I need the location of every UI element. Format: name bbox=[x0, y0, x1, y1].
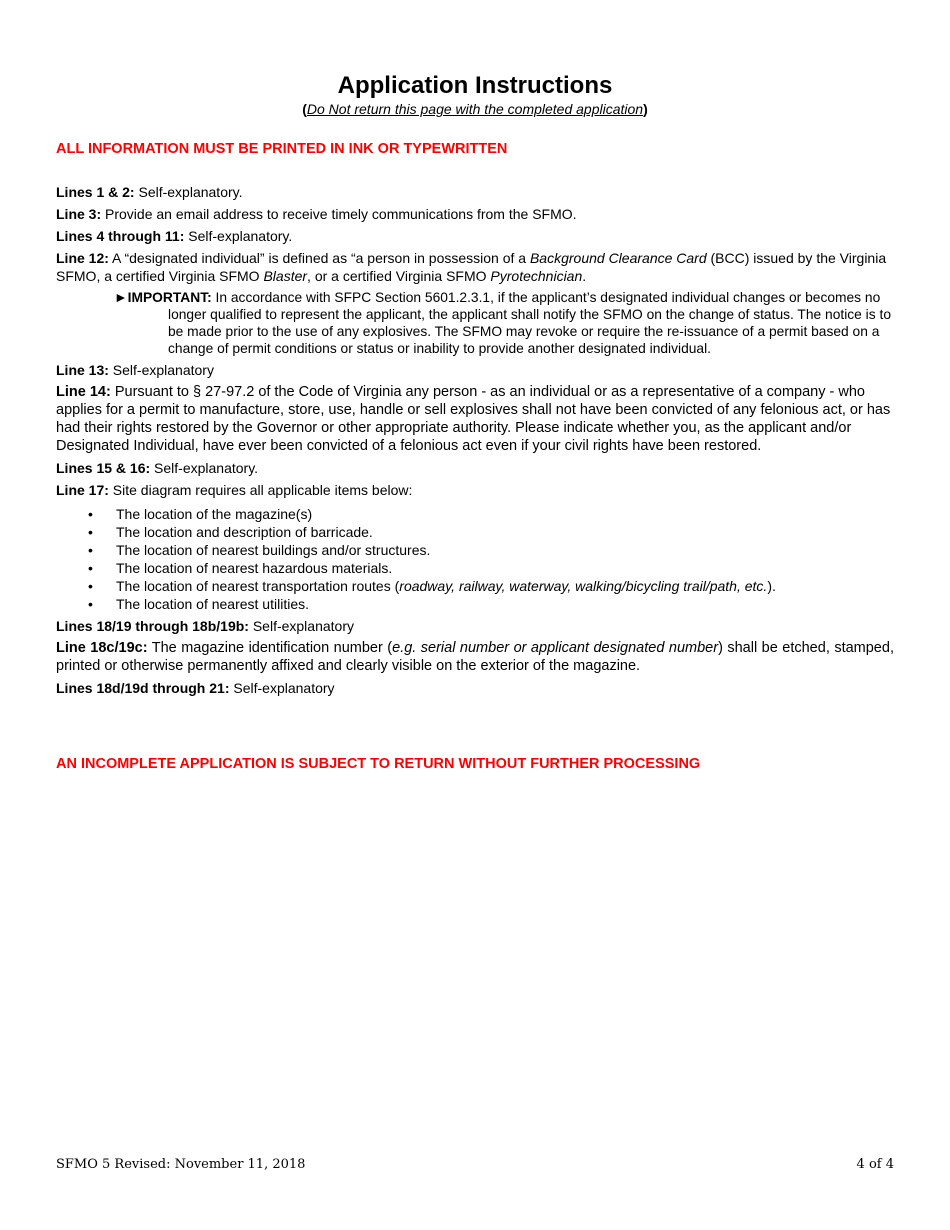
list-item bbox=[56, 577, 894, 595]
list-item-text: The location and description of barricade. bbox=[116, 524, 373, 540]
instruction-line-12 bbox=[56, 249, 894, 285]
instruction-lines-15-16 bbox=[56, 459, 894, 477]
line-text: Self-explanatory. bbox=[154, 460, 259, 476]
page-subtitle bbox=[0, 100, 950, 118]
line-text: Provide an email address to receive timely communications from the SFMO. bbox=[105, 206, 577, 222]
subtitle-text: Do Not return this page with the completed application bbox=[306, 101, 644, 117]
list-item-text: The location of nearest hazardous materials. bbox=[116, 560, 393, 576]
instruction-line-18c-19c bbox=[56, 639, 894, 675]
term-pyrotechnician: Pyrotechnician bbox=[490, 268, 583, 284]
instruction-line-3 bbox=[56, 205, 894, 223]
form-revision: SFMO 5 Revised: November 11, 2018 bbox=[56, 1157, 306, 1172]
line-text: The magazine identification number ( bbox=[151, 640, 393, 656]
line-italic-text: e.g. serial number or applicant designated number bbox=[392, 640, 719, 656]
instruction-lines-18-19 bbox=[56, 617, 894, 635]
line-label: Lines 4 through 11: bbox=[56, 228, 185, 244]
instruction-lines-4-11 bbox=[56, 227, 894, 245]
bullet-icon: • bbox=[88, 506, 93, 522]
list-item-text: The location of nearest transportation routes ( bbox=[116, 578, 400, 594]
instruction-line-14 bbox=[56, 383, 894, 455]
instruction-line-17 bbox=[56, 481, 894, 499]
instruction-line-13 bbox=[56, 361, 894, 379]
list-item bbox=[56, 505, 894, 523]
line-text: , or a certified Virginia SFMO bbox=[307, 268, 487, 284]
notice-incomplete-application: AN INCOMPLETE APPLICATION IS SUBJECT TO RETURN WITHOUT FURTHER PROCESSING bbox=[56, 756, 701, 772]
line-text: Self-explanatory bbox=[233, 680, 335, 696]
instruction-lines-18d-21 bbox=[56, 679, 894, 697]
line-label: Line 17: bbox=[56, 482, 109, 498]
line-text: Self-explanatory. bbox=[188, 228, 293, 244]
important-text: In accordance with SFPC Section 5601.2.3.1, if the applicant’s designated individual changes or becomes no longer qualified to represent the applicant, the applicant shall notify the SFMO on the change of status. The notice is to be made prior to the use of any explosives. The SFMO may revoke or require the re-issuance of a permit based on a change of permit conditions or status or inability to provide another designated individual. bbox=[168, 290, 891, 356]
bullet-icon: • bbox=[88, 560, 93, 576]
important-note bbox=[56, 289, 894, 357]
page-title: Application Instructions bbox=[337, 72, 613, 99]
list-item-text: The location of nearest utilities. bbox=[116, 596, 309, 612]
term-blaster: Blaster bbox=[263, 268, 308, 284]
list-item-text: ). bbox=[767, 578, 776, 594]
list-item bbox=[56, 595, 894, 613]
line-label: Lines 15 & 16: bbox=[56, 460, 151, 476]
line-text: Pursuant to § 27-97.2 of the Code of Virginia any person - as an individual or as a representative of a company - who applies for a permit to manufacture, store, use, handle or sell explosives shall not have been convicted of any felonious act, or has had their rights restored by the Governor or other appropriate authority. Please indicate whether you, as the applicant and/or Designated Individual, have ever been convicted of a felonious act even if your civil rights have been restored. bbox=[56, 384, 891, 454]
list-item-text: The location of nearest buildings and/or structures. bbox=[116, 542, 431, 558]
notice-print-in-ink: ALL INFORMATION MUST BE PRINTED IN INK OR TYPEWRITTEN bbox=[56, 141, 508, 157]
list-item bbox=[56, 559, 894, 577]
line-label: Line 13: bbox=[56, 362, 109, 378]
line-label: Line 12: bbox=[56, 250, 109, 266]
term-background-clearance-card: Background Clearance Card bbox=[529, 250, 707, 266]
bullet-icon: • bbox=[88, 524, 93, 540]
line-label: Lines 18/19 through 18b/19b: bbox=[56, 618, 249, 634]
list-item-italic-text: roadway, railway, waterway, walking/bicycling trail/path, etc. bbox=[399, 578, 768, 594]
line-text: Site diagram requires all applicable items below: bbox=[112, 482, 413, 498]
list-item bbox=[56, 541, 894, 559]
line-text: . bbox=[582, 268, 587, 284]
line-label: Lines 1 & 2: bbox=[56, 184, 135, 200]
line-text: (BCC) issued by the Virginia SFMO, a certified Virginia SFMO bbox=[56, 250, 887, 284]
site-diagram-requirements-list bbox=[56, 505, 894, 613]
line-label: Line 3: bbox=[56, 206, 102, 222]
line-label: Line 14: bbox=[56, 384, 111, 400]
bullet-icon: • bbox=[88, 542, 93, 558]
list-item-text: The location of the magazine(s) bbox=[116, 506, 313, 522]
bullet-icon: • bbox=[88, 578, 93, 594]
subtitle-open-paren: ( bbox=[302, 101, 307, 117]
line-text: Self-explanatory. bbox=[138, 184, 243, 200]
line-text: A “designated individual” is defined as “a person in possession of a bbox=[112, 250, 527, 266]
line-text: Self-explanatory bbox=[252, 618, 354, 634]
line-label: Line 18c/19c: bbox=[56, 640, 148, 656]
list-item bbox=[56, 523, 894, 541]
bullet-icon: • bbox=[88, 596, 93, 612]
line-text: ) shall be etched, stamped, printed or otherwise permanently affixed and clearly visible on the exterior of the magazine. bbox=[56, 640, 894, 674]
important-label: ►IMPORTANT: bbox=[114, 290, 212, 305]
instruction-lines-1-2 bbox=[56, 183, 894, 201]
subtitle-close-paren: ) bbox=[643, 101, 648, 117]
line-label: Lines 18d/19d through 21: bbox=[56, 680, 230, 696]
instructions-body bbox=[56, 183, 894, 701]
line-text: Self-explanatory bbox=[112, 362, 214, 378]
page-number: 4 of 4 bbox=[856, 1157, 894, 1172]
